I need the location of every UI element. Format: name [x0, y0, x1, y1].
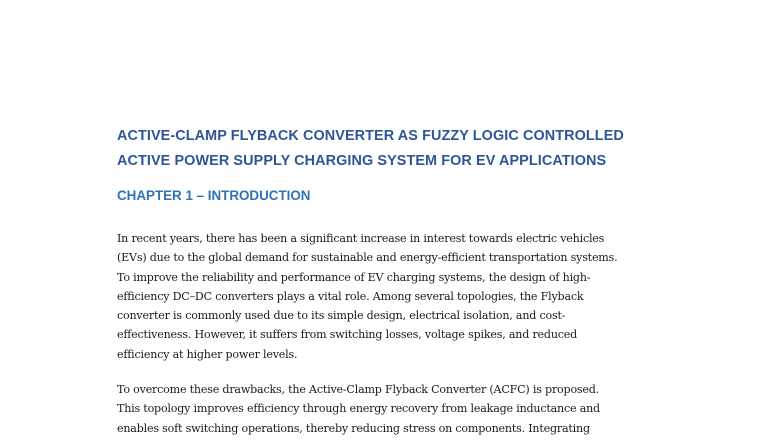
paragraph-line: effectiveness. However, it suffers from switching losses, voltage spikes, and reduced — [117, 328, 578, 342]
paragraph-1 — [117, 229, 677, 364]
paragraph-line: In recent years, there has been a significant increase in interest towards electric vehicles — [117, 232, 605, 245]
paragraph-line: converter is commonly used due to its simple design, electrical isolation, and cost- — [117, 309, 566, 323]
paragraph-line: efficiency at higher power levels. — [117, 347, 298, 361]
paragraph-2 — [117, 380, 677, 438]
paragraph-line: This topology improves efficiency through energy recovery from leakage inductance and — [117, 402, 600, 416]
paragraph-line: efficiency DC–DC converters plays a vital role. Among several topologies, the Flyback — [117, 289, 584, 303]
paragraph-line: enables soft switching operations, thereby reducing stress on components. Integrating — [117, 421, 590, 435]
title-line-1: ACTIVE-CLAMP FLYBACK CONVERTER AS FUZZY LOGIC CONTROLLED — [117, 128, 624, 144]
paragraph-line: (EVs) due to the global demand for sustainable and energy-efficient transportation systems. — [117, 251, 618, 265]
paragraph-line: To improve the reliability and performance of EV charging systems, the design of high- — [117, 270, 591, 284]
title-line-2: ACTIVE POWER SUPPLY CHARGING SYSTEM FOR EV APPLICATIONS — [117, 153, 607, 169]
paragraph-line: To overcome these drawbacks, the Active-Clamp Flyback Converter (ACFC) is proposed. — [117, 383, 600, 396]
document-title — [117, 124, 697, 174]
chapter-heading: CHAPTER 1 – INTRODUCTION — [117, 188, 311, 203]
